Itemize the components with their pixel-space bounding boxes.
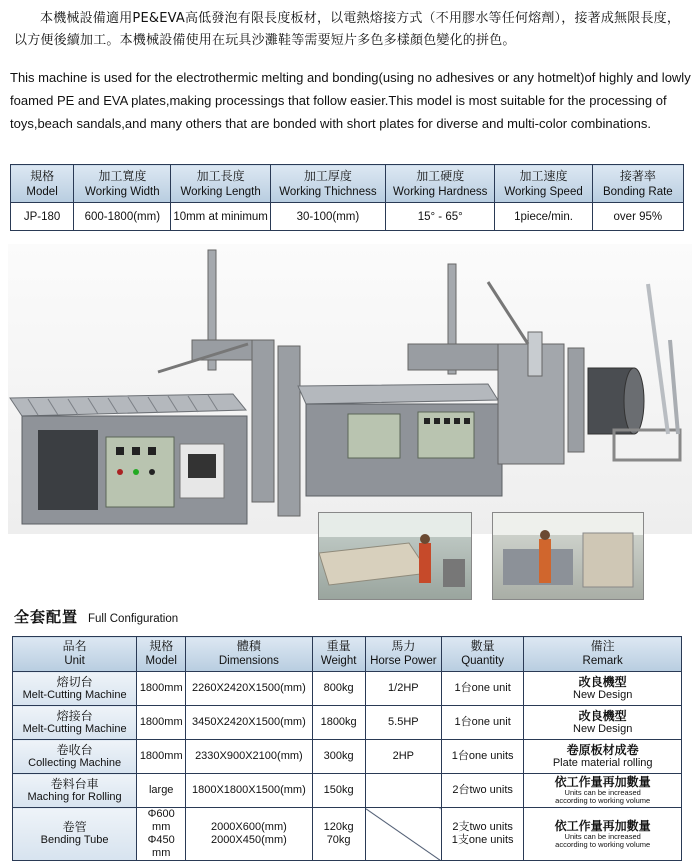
model-cell: 1800mm	[137, 740, 186, 774]
hp-cell: 1/2HP	[365, 672, 441, 706]
unit-cell: 卷管 Bending Tube	[13, 808, 137, 861]
spec-cell: JP-180	[11, 203, 74, 231]
spec-cell: 10mm at minimum	[171, 203, 270, 231]
spec-header: 加工硬度 Working Hardness	[386, 165, 495, 203]
dimensions-cell: 2330X900X2100(mm)	[186, 740, 312, 774]
config-header: 備注 Remark	[524, 637, 682, 672]
qty-cell: 1台one unit	[441, 672, 523, 706]
table-row	[13, 774, 682, 808]
remark-cell: 依工作量再加數量 Units can be increased according to working volume	[524, 808, 682, 861]
spec-header: 規格 Model	[11, 165, 74, 203]
spec-table	[10, 164, 684, 231]
spec-cell: 600-1800(mm)	[74, 203, 171, 231]
section-title	[14, 606, 178, 627]
hp-cell-empty	[365, 808, 441, 861]
table-row	[13, 706, 682, 740]
qty-cell: 1台one unit	[441, 706, 523, 740]
spec-header: 加工長度 Working Length	[171, 165, 270, 203]
qty-cell: 1台one units	[441, 740, 523, 774]
model-cell: 1800mm	[137, 672, 186, 706]
model-cell: Φ600 mm Φ450 mm	[137, 808, 186, 861]
weight-cell: 800kg	[312, 672, 365, 706]
remark-cell: 依工作量再加數量 Units can be increased according to working volume	[524, 774, 682, 808]
section-title-en: Full Configuration	[88, 613, 179, 625]
spec-header: 加工寬度 Working Width	[74, 165, 171, 203]
config-table	[12, 636, 682, 861]
spec-value-row	[11, 203, 684, 231]
config-header: 重量 Weight	[312, 637, 365, 672]
unit-cell: 熔接台 Melt-Cutting Machine	[13, 706, 137, 740]
machine-photo	[8, 244, 692, 534]
unit-cell: 熔切台 Melt-Cutting Machine	[13, 672, 137, 706]
qty-cell: 2台two units	[441, 774, 523, 808]
remark-cell: 改良機型 New Design	[524, 706, 682, 740]
remark-cell: 卷原板材成卷 Plate material rolling	[524, 740, 682, 774]
dimensions-cell: 1800X1800X1500(mm)	[186, 774, 312, 808]
unit-cell: 卷料台車 Maching for Rolling	[13, 774, 137, 808]
remark-cell: 改良機型 New Design	[524, 672, 682, 706]
weight-cell: 120kg 70kg	[312, 808, 365, 861]
spec-cell: 15° - 65°	[386, 203, 495, 231]
spec-header: 接著率 Bonding Rate	[592, 165, 683, 203]
intro-chinese: 本機械設備適用PE&EVA高低發泡有限長度板材，以電熱熔接方式（不用膠水等任何熔劑），接著成無限長度，以方便後續加工。本機械設備使用在玩具沙灘鞋等需要短片多色多樣顏色變化的拼色。	[14, 11, 681, 48]
dimensions-cell: 2260X2420X1500(mm)	[186, 672, 312, 706]
weight-cell: 1800kg	[312, 706, 365, 740]
spec-header: 加工厚度 Working Thichness	[270, 165, 385, 203]
config-header: 品名 Unit	[13, 637, 137, 672]
config-header: 數量 Quantity	[441, 637, 523, 672]
config-header: 馬力 Horse Power	[365, 637, 441, 672]
spec-header: 加工速度 Working Speed	[495, 165, 592, 203]
intro-english: This machine is used for the electrothermic melting and bonding(using no adhesives or any hotmelt)of highly and lowly foamed PE and EVA plates,making processings that follow easier.This model is most suitable for the processing of toys,beach sandals,and many others that are bonded with short plates for diverse and multi-color combinations.	[10, 70, 691, 131]
unit-cell: 卷收台 Collecting Machine	[13, 740, 137, 774]
table-row	[13, 740, 682, 774]
spec-header-row	[11, 165, 684, 203]
hp-cell	[365, 774, 441, 808]
model-cell: large	[137, 774, 186, 808]
config-header: 體積 Dimensions	[186, 637, 312, 672]
config-header-row	[13, 637, 682, 672]
factory-photo-right	[492, 512, 644, 600]
spec-cell: over 95%	[592, 203, 683, 231]
spec-cell: 30-100(mm)	[270, 203, 385, 231]
spec-cell: 1piece/min.	[495, 203, 592, 231]
dimensions-cell: 3450X2420X1500(mm)	[186, 706, 312, 740]
section-title-cn: 全套配置	[14, 608, 79, 626]
weight-cell: 150kg	[312, 774, 365, 808]
weight-cell: 300kg	[312, 740, 365, 774]
table-row	[13, 672, 682, 706]
factory-photo-left	[318, 512, 472, 600]
config-header: 規格 Model	[137, 637, 186, 672]
table-row	[13, 808, 682, 861]
qty-cell: 2支two units 1支one units	[441, 808, 523, 861]
hp-cell: 5.5HP	[365, 706, 441, 740]
model-cell: 1800mm	[137, 706, 186, 740]
hp-cell: 2HP	[365, 740, 441, 774]
dimensions-cell: 2000X600(mm) 2000X450(mm)	[186, 808, 312, 861]
